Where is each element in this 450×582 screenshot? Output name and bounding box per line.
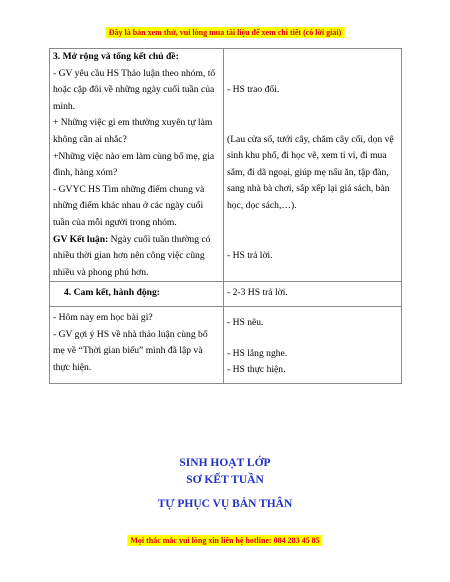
teacher-activities-cell bbox=[50, 49, 224, 282]
teacher-activity-item: - Hôm nay em học bài gì? bbox=[53, 311, 153, 323]
student-activity-item: - HS thực hiện. bbox=[227, 364, 286, 376]
conclusion-paragraph bbox=[53, 232, 221, 282]
teacher-activity-item: - GV gợi ý HS về nhà thảo luận cùng bố mẹ về “Thời gian biểu” mình đã lập và thực hiện. bbox=[53, 328, 208, 373]
student-activity-item: (Lau cửa sổ, tưới cây, chăm cây cối, dọn vệ sinh khu phố, đi học vẽ, xem ti vi, đi mua sắm, đi dã ngoại, giúp mẹ nấu ăn, tập đàn, sang nhà bà chơi, sắp xếp lại giá sách, bàn học, dọc sách,…). bbox=[227, 133, 394, 211]
title-sinh-hoat-lop: SINH HOẠT LỚP bbox=[179, 457, 271, 469]
section-4-title: 4. Cam kết, hành động: bbox=[64, 287, 160, 299]
student-activities-cell bbox=[224, 49, 402, 282]
teacher-activity-item: - GVYC HS Tìm những điểm chung và những điểm khác nhau ở các ngày cuối tuần của mỗi người trong nhóm. bbox=[53, 183, 205, 228]
teacher-activities-cell bbox=[50, 306, 224, 383]
hotline-notice-banner: Mọi thắc mắc vui lòng xin liên hệ hotline: 084 283 45 85 bbox=[127, 535, 322, 546]
teacher-activity-item: +Những việc nào em làm cùng bố mẹ, gia đình, hàng xóm? bbox=[53, 150, 215, 179]
conclusion-label: GV Kết luận: bbox=[53, 233, 109, 245]
conclusion-text: Ngày cuối tuần thường có nhiều thời gian hơn nên công việc cũng nhiều và phong phú hơn. bbox=[53, 233, 211, 278]
section-4-title-response-cell bbox=[224, 282, 402, 307]
student-activity-item: - HS lắng nghe. bbox=[227, 347, 288, 359]
section-4-row bbox=[50, 306, 402, 383]
teacher-activity-item: + Những việc gì em thường xuyên tự làm không cần ai nhắc? bbox=[53, 117, 213, 145]
section-4-title-cell bbox=[50, 282, 224, 307]
section-4-title-row bbox=[50, 282, 402, 307]
student-activity-item: - 2-3 HS trả lời. bbox=[227, 287, 288, 299]
student-activity-item: - HS trao đổi. bbox=[227, 84, 280, 95]
teacher-activity-item: - GV yêu cầu HS Thảo luận theo nhóm, tổ hoặc cặp đôi về những ngày cuối tuần của mình. bbox=[53, 67, 216, 112]
title-so-ket-tuan: SƠ KẾT TUẦN bbox=[186, 474, 264, 486]
student-activity-item: - HS nêu. bbox=[227, 316, 264, 328]
title-tu-phuc-vu: TỰ PHỤC VỤ BẢN THÂN bbox=[157, 498, 293, 510]
student-activities-cell bbox=[224, 306, 402, 383]
student-activity-item: - HS trả lời. bbox=[227, 249, 273, 261]
preview-notice-banner: Đây là bản xem thử, vui lòng mua tài liệu để xem chi tiết (có lời giải) bbox=[106, 27, 345, 38]
lesson-plan-table bbox=[49, 48, 402, 384]
section-3-row bbox=[50, 49, 402, 282]
section-3-title: 3. Mở rộng và tổng kết chủ đề: bbox=[53, 51, 179, 62]
